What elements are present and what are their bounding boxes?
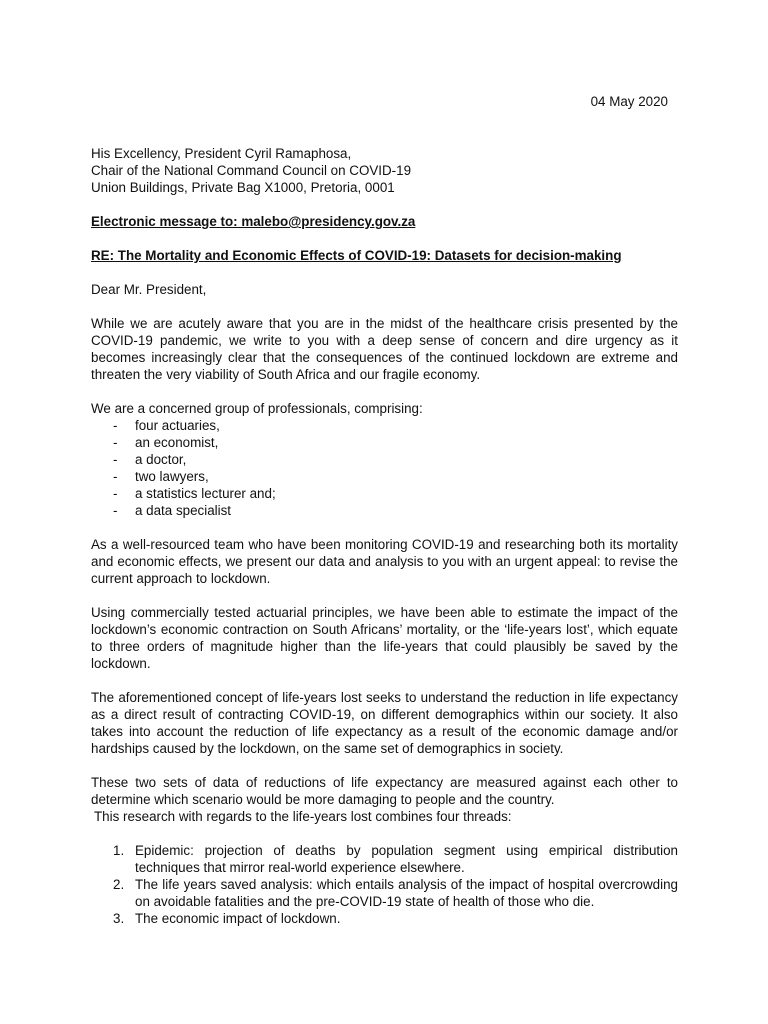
dash-bullet: - [113,503,118,518]
list-item [91,417,678,434]
addressee-line: Union Buildings, Private Bag X1000, Pretoria, 0001 [91,180,395,195]
dash-bullet: - [113,435,118,450]
salutation: Dear Mr. President, [91,282,207,297]
list-item-text: The life years saved analysis: which entails analysis of the impact of hospital overcrowding on avoidable fatalities and the pre-COVID-19 state of health of those who die. [135,877,678,909]
dash-bullet: - [113,418,118,433]
electronic-message-line: Electronic message to: malebo@presidency.gov.za [91,214,416,229]
list-item-text: a data specialist [135,503,232,518]
list-item-text: two lawyers, [135,469,209,484]
list-item [91,910,678,927]
paragraph: The aforementioned concept of life-years lost seeks to understand the reduction in life expectancy as a direct result of contracting COVID-19, on different demographics within our society. It also takes into account the reduction of life expectancy as a result of the economic damage and/or hardships caused by the lockdown, on the same set of demographics in society. [91,690,678,756]
paragraph: We are a concerned group of professionals, comprising: [91,401,423,416]
list-item-text: four actuaries, [135,418,220,433]
list-item [91,876,678,910]
list-item-text: a doctor, [135,452,187,467]
dash-bullet: - [113,452,118,467]
list-item [91,502,678,519]
paragraph: This research with regards to the life-years lost combines four threads: [94,809,512,824]
subject-line: RE: The Mortality and Economic Effects of COVID-19: Datasets for decision-making [91,248,622,263]
list-item-text: a statistics lecturer and; [135,486,276,501]
professionals-list [91,417,678,519]
list-number: 2. [113,877,125,892]
list-item [91,842,678,876]
list-item [91,451,678,468]
list-number: 1. [113,843,125,858]
paragraph: As a well-resourced team who have been monitoring COVID-19 and researching both its mortality and economic effects, we present our data and analysis to you with an urgent appeal: to revise the current approach to lockdown. [91,537,678,586]
list-item-text: The economic impact of lockdown. [135,911,341,926]
letter-body [91,145,678,927]
dash-bullet: - [113,469,118,484]
paragraph: Using commercially tested actuarial principles, we have been able to estimate the impact of the lockdown’s economic contraction on South Africans’ mortality, or the ‘life-years lost’, which equate to three orders of magnitude higher than the life-years that could plausibly be saved by the lockdown. [91,605,678,671]
list-item-text: Epidemic: projection of deaths by population segment using empirical distribution techniques that mirror real-world experience elsewhere. [135,843,678,875]
addressee-block [91,145,678,196]
dash-bullet: - [113,486,118,501]
threads-list [91,842,678,927]
list-number: 3. [113,911,125,926]
addressee-line: Chair of the National Command Council on COVID-19 [91,163,412,178]
list-item [91,468,678,485]
addressee-line: His Excellency, President Cyril Ramaphosa, [91,146,352,161]
paragraph: While we are acutely aware that you are in the midst of the healthcare crisis presented by the COVID-19 pandemic, we write to you with a deep sense of concern and dire urgency as it becomes increasingly clear that the consequences of the continued lockdown are extreme and threaten the very viability of South Africa and our fragile economy. [91,316,678,382]
list-item [91,434,678,451]
list-item-text: an economist, [135,435,219,450]
paragraph: These two sets of data of reductions of life expectancy are measured against each other to determine which scenario would be more damaging to people and the country. [91,775,678,807]
list-item [91,485,678,502]
letter-date: 04 May 2020 [590,94,668,109]
